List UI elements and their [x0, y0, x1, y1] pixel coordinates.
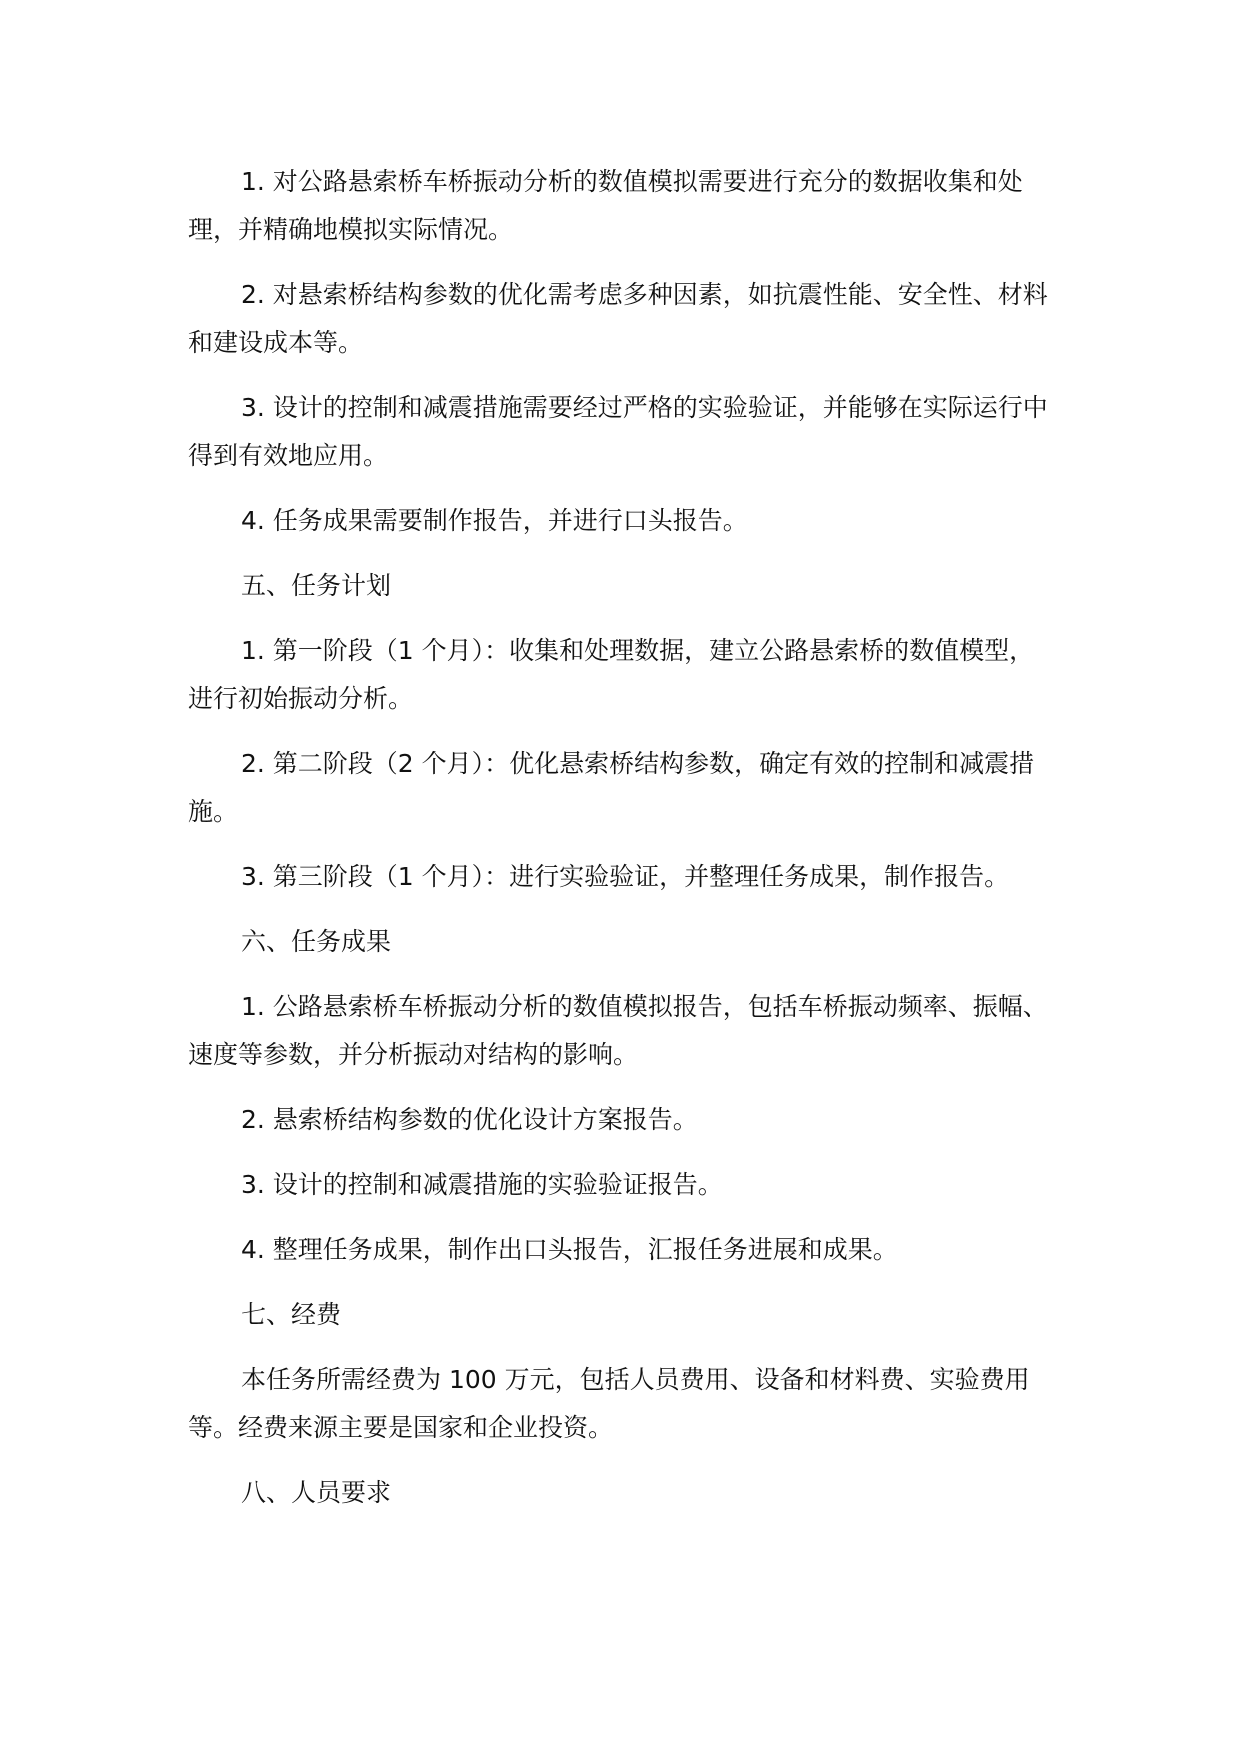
result-item-3: 3. 设计的控制和减震措施的实验验证报告。 [241, 1170, 723, 1199]
result-item-2: 2. 悬索桥结构参数的优化设计方案报告。 [241, 1105, 698, 1134]
funding-paragraph: 本任务所需经费为 100 万元，包括人员费用、设备和材料费、实验费用等。经费来源主要是国家和企业投资。 [188, 1365, 1030, 1442]
requirement-item-3: 3. 设计的控制和减震措施需要经过严格的实验验证，并能够在实际运行中得到有效地应用。 [188, 393, 1048, 470]
section-heading-funding: 七、经费 [241, 1300, 342, 1329]
result-item-4: 4. 整理任务成果，制作出口头报告，汇报任务进展和成果。 [241, 1235, 898, 1264]
section-heading-personnel: 八、人员要求 [241, 1478, 392, 1507]
plan-item-3: 3. 第三阶段（1 个月）：进行实验验证，并整理任务成果，制作报告。 [241, 862, 1010, 891]
section-heading-task-plan: 五、任务计划 [241, 571, 392, 600]
plan-item-2: 2. 第二阶段（2 个月）：优化悬索桥结构参数，确定有效的控制和减震措施。 [188, 749, 1035, 826]
section-heading-task-results: 六、任务成果 [241, 927, 392, 956]
requirement-item-4: 4. 任务成果需要制作报告，并进行口头报告。 [241, 506, 748, 535]
plan-item-1: 1. 第一阶段（1 个月）：收集和处理数据，建立公路悬索桥的数值模型，进行初始振动分析。 [188, 636, 1035, 713]
document-body [188, 158, 1058, 1534]
result-item-1: 1. 公路悬索桥车桥振动分析的数值模拟报告，包括车桥振动频率、振幅、速度等参数，并分析振动对结构的影响。 [188, 992, 1048, 1069]
requirement-item-2: 2. 对悬索桥结构参数的优化需考虑多种因素，如抗震性能、安全性、材料和建设成本等。 [188, 280, 1048, 357]
requirement-item-1: 1. 对公路悬索桥车桥振动分析的数值模拟需要进行充分的数据收集和处理，并精确地模拟实际情况。 [188, 167, 1023, 244]
